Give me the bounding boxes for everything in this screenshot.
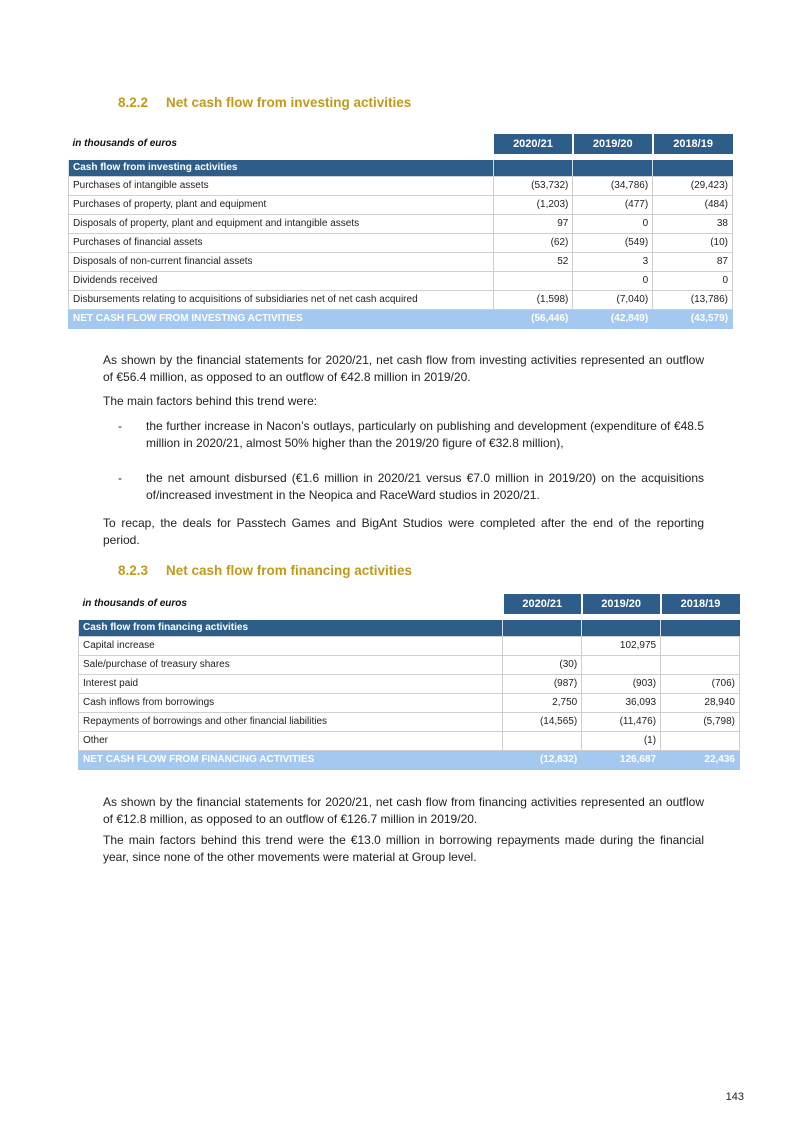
row-value: (1,203) <box>493 196 573 215</box>
year-header: 2019/20 <box>582 594 661 614</box>
row-value: (13,786) <box>653 291 733 310</box>
paragraph: The main factors behind this trend were the €13.0 million in borrowing repayments made during the financial year, since none of the other movements were material at Group level. <box>103 833 704 864</box>
section-number: 8.2.3 <box>118 563 149 578</box>
row-value: 3 <box>573 253 653 272</box>
row-value: (29,423) <box>653 177 733 196</box>
year-header: 2020/21 <box>493 134 573 154</box>
table-row <box>79 637 740 656</box>
row-label: Disbursements relating to acquisitions of subsidiaries net of net cash acquired <box>69 291 494 310</box>
table-row <box>79 694 740 713</box>
total-label: NET CASH FLOW FROM FINANCING ACTIVITIES <box>79 751 503 770</box>
table-header-row <box>69 134 733 154</box>
row-value: 0 <box>653 272 733 291</box>
row-label: Other <box>79 732 503 751</box>
year-header: 2019/20 <box>573 134 653 154</box>
bullet-item <box>118 418 704 452</box>
row-value: 28,940 <box>661 694 740 713</box>
page-number: 143 <box>725 1091 744 1103</box>
table-total-row <box>69 310 733 329</box>
paragraph: The main factors behind this trend were: <box>103 394 318 408</box>
row-value: (1,598) <box>493 291 573 310</box>
row-value: (549) <box>573 234 653 253</box>
row-value <box>661 637 740 656</box>
row-value: (7,040) <box>573 291 653 310</box>
total-value: (12,832) <box>503 751 582 770</box>
row-value: (11,476) <box>582 713 661 732</box>
row-label: Disposals of property, plant and equipment and intangible assets <box>69 215 494 234</box>
bullet-text: the further increase in Nacon’s outlays, particularly on publishing and development (expenditure of €48.5 million in 2020/21, almost 50% higher than the 2019/20 figure of €32.8 million), <box>146 419 704 450</box>
table-row <box>69 177 733 196</box>
paragraph: As shown by the financial statements for 2020/21, net cash flow from investing activities represented an outflow of €56.4 million, as opposed to an outflow of €42.8 million in 2019/20. <box>103 353 704 384</box>
row-value: (987) <box>503 675 582 694</box>
row-label: Dividends received <box>69 272 494 291</box>
row-label: Purchases of property, plant and equipment <box>69 196 494 215</box>
unit-label: in thousands of euros <box>82 598 187 609</box>
row-value <box>582 656 661 675</box>
section-number: 8.2.2 <box>118 95 149 110</box>
table-row <box>69 234 733 253</box>
table-total-row <box>79 751 740 770</box>
year-header: 2020/21 <box>503 594 582 614</box>
row-value <box>661 732 740 751</box>
total-value: (42,849) <box>573 310 653 329</box>
table-row <box>79 675 740 694</box>
section-heading-investing <box>118 95 411 110</box>
paragraph: As shown by the financial statements for 2020/21, net cash flow from financing activities represented an outflow of €12.8 million, as opposed to an outflow of €126.7 million in 2019/20. <box>103 795 704 826</box>
financing-cash-flow-table <box>78 594 740 770</box>
row-label: Purchases of intangible assets <box>69 177 494 196</box>
table-row <box>69 253 733 272</box>
section-title: Net cash flow from investing activities <box>166 95 412 110</box>
year-header: 2018/19 <box>653 134 733 154</box>
bullet-marker: - <box>118 419 122 433</box>
row-value: 0 <box>573 215 653 234</box>
row-label: Purchases of financial assets <box>69 234 494 253</box>
table-row <box>69 272 733 291</box>
row-value: 97 <box>493 215 573 234</box>
row-value: (1) <box>582 732 661 751</box>
total-value: (56,446) <box>493 310 573 329</box>
table-section-header: Cash flow from investing activities <box>69 160 494 177</box>
row-label: Sale/purchase of treasury shares <box>79 656 503 675</box>
row-value: 102,975 <box>582 637 661 656</box>
row-value: 2,750 <box>503 694 582 713</box>
row-value: (10) <box>653 234 733 253</box>
year-header: 2018/19 <box>661 594 740 614</box>
table-section-header: Cash flow from financing activities <box>79 620 503 637</box>
row-value: (903) <box>582 675 661 694</box>
table-row <box>69 215 733 234</box>
row-value: (53,732) <box>493 177 573 196</box>
section-heading-financing <box>118 563 412 578</box>
bullet-marker: - <box>118 471 122 485</box>
unit-label: in thousands of euros <box>72 138 177 149</box>
table-header-row <box>79 594 740 614</box>
total-value: 22,436 <box>661 751 740 770</box>
row-value: (5,798) <box>661 713 740 732</box>
row-value <box>661 656 740 675</box>
row-value: 38 <box>653 215 733 234</box>
row-value: 52 <box>493 253 573 272</box>
table-section-header-row <box>79 620 740 637</box>
table-row <box>79 656 740 675</box>
row-value: 36,093 <box>582 694 661 713</box>
row-label: Interest paid <box>79 675 503 694</box>
row-value: (706) <box>661 675 740 694</box>
table-section-header-row <box>69 160 733 177</box>
row-label: Disposals of non-current financial assets <box>69 253 494 272</box>
row-value <box>493 272 573 291</box>
investing-cash-flow-table <box>68 134 733 329</box>
row-value: (34,786) <box>573 177 653 196</box>
bullet-item <box>118 470 704 504</box>
row-value: (477) <box>573 196 653 215</box>
table-row <box>79 713 740 732</box>
row-value: (30) <box>503 656 582 675</box>
bullet-text: the net amount disbursed (€1.6 million in 2020/21 versus €7.0 million in 2019/20) on the acquisitions of/increased investment in the Neopica and RaceWard studios in 2020/21. <box>146 471 704 502</box>
row-label: Cash inflows from borrowings <box>79 694 503 713</box>
total-value: (43,579) <box>653 310 733 329</box>
table-row <box>69 291 733 310</box>
row-value: (62) <box>493 234 573 253</box>
table-row <box>79 732 740 751</box>
row-value <box>503 732 582 751</box>
section-title: Net cash flow from financing activities <box>166 563 413 578</box>
row-value <box>503 637 582 656</box>
row-value: 87 <box>653 253 733 272</box>
row-label: Repayments of borrowings and other financial liabilities <box>79 713 503 732</box>
row-value: 0 <box>573 272 653 291</box>
row-value: (14,565) <box>503 713 582 732</box>
total-label: NET CASH FLOW FROM INVESTING ACTIVITIES <box>69 310 494 329</box>
table-row <box>69 196 733 215</box>
total-value: 126,687 <box>582 751 661 770</box>
paragraph: To recap, the deals for Passtech Games and BigAnt Studios were completed after the end of the reporting period. <box>103 516 704 547</box>
row-value: (484) <box>653 196 733 215</box>
row-label: Capital increase <box>79 637 503 656</box>
